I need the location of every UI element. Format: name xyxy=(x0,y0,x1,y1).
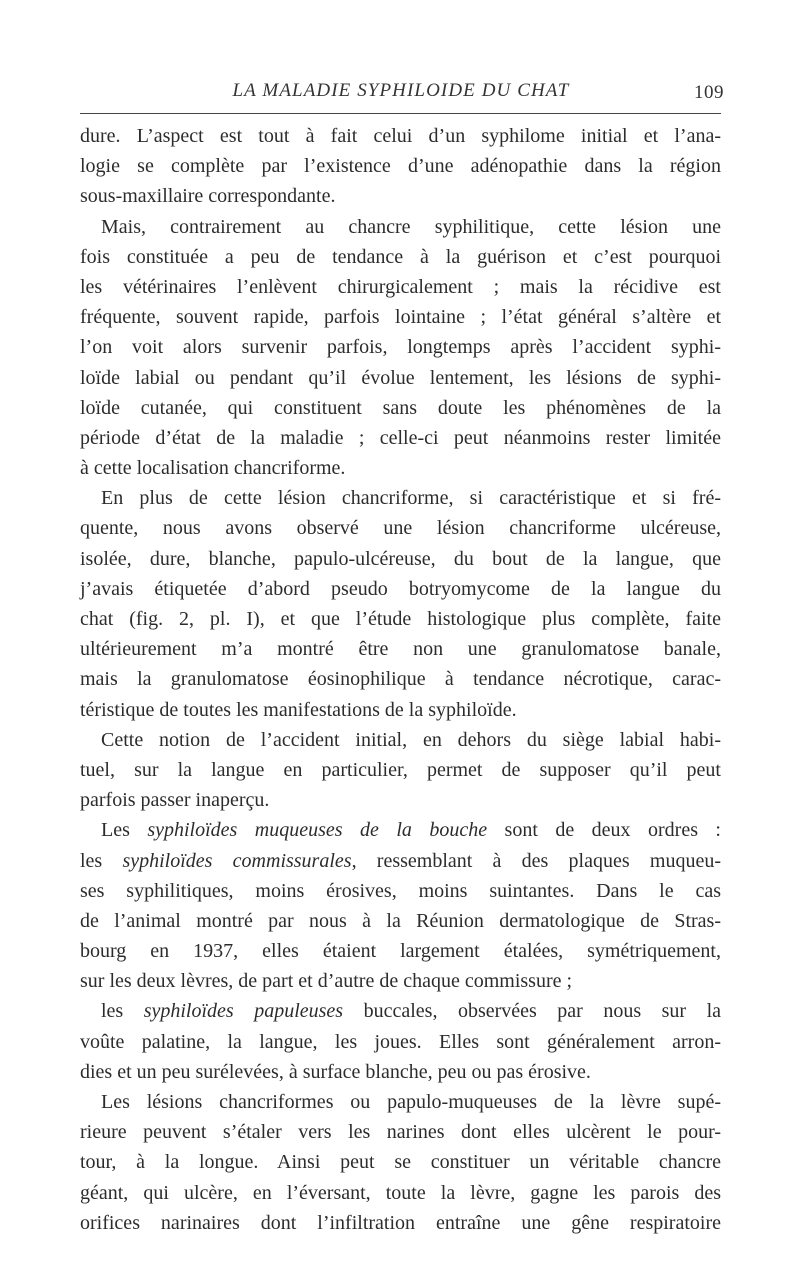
text-line: tuel, sur la langue en particulier, permet de supposer qu’il peut xyxy=(80,758,721,781)
text-line: orifices narinaires dont l’infiltration entraîne une gêne respiratoire xyxy=(80,1211,721,1234)
text-line: chat (fig. 2, pl. I), et que l’étude histologique plus complète, faite xyxy=(80,608,721,630)
text-line: logie se complète par l’existence d’une adénopathie dans la région xyxy=(80,155,721,178)
italic-term: syphiloïdes muqueuses de la bouche xyxy=(147,819,488,842)
text-line: Cette notion de l’accident initial, en dehors du siège labial habi- xyxy=(101,728,721,751)
text-line: les vétérinaires l’enlèvent chirurgicalement ; mais la récidive est xyxy=(80,275,721,298)
text-line: dure. L’aspect est tout à fait celui d’un syphilome initial et l’ana- xyxy=(80,125,721,147)
paragraph xyxy=(80,483,721,725)
paragraph xyxy=(80,212,721,484)
text-line: j’avais étiquetée d’abord pseudo botryomycome de la langue du xyxy=(80,577,721,600)
text-line: les syphiloïdes papuleuses buccales, observées par nous sur la xyxy=(101,1000,721,1023)
italic-term: syphiloïdes papuleuses xyxy=(143,1000,344,1023)
text-line: parfois passer inaperçu. xyxy=(80,789,270,812)
text-line: fréquente, souvent rapide, parfois lointaine ; l’état général s’altère et xyxy=(80,306,721,329)
text-line: les syphiloïdes commissurales, ressemblant à des plaques muqueu- xyxy=(80,849,721,872)
paragraph xyxy=(80,996,721,1087)
header-rule xyxy=(80,113,721,114)
text-line: Les syphiloïdes muqueuses de la bouche sont de deux ordres : xyxy=(101,819,721,842)
text-line: voûte palatine, la langue, les joues. Elles sont généralement arron- xyxy=(80,1030,721,1053)
text-line: géant, qui ulcère, en l’éversant, toute la lèvre, gagne les parois des xyxy=(80,1181,721,1204)
text-line: quente, nous avons observé une lésion chancriforme ulcéreuse, xyxy=(80,517,721,540)
text-line: Les lésions chancriformes ou papulo-muqueuses de la lèvre supé- xyxy=(101,1091,721,1113)
text-line: Mais, contrairement au chancre syphilitique, cette lésion une xyxy=(101,215,721,238)
running-head xyxy=(80,78,722,108)
text-line: fois constituée a peu de tendance à la guérison et c’est pourquoi xyxy=(80,245,721,268)
text-line: rieure peuvent s’étaler vers les narines dont elles ulcèrent le pour- xyxy=(80,1121,721,1144)
text-line: de l’animal montré par nous à la Réunion dermatologique de Stras- xyxy=(80,909,721,932)
text-line: ultérieurement m’a montré être non une granulomatose banale, xyxy=(80,638,721,661)
italic-term: syphiloïdes commissurales xyxy=(122,849,352,872)
text-line: à cette localisation chancriforme. xyxy=(80,457,346,480)
running-title: LA MALADIE SYPHILOIDE DU CHAT xyxy=(232,80,570,101)
text-line: loïde cutanée, qui constituent sans doute les phénomènes de la xyxy=(80,396,721,419)
text-line: dies et un peu surélevées, à surface blanche, peu ou pas érosive. xyxy=(80,1060,591,1083)
text-line: période d’état de la maladie ; celle-ci peut néanmoins rester limitée xyxy=(80,426,721,449)
text-line: sous-maxillaire correspondante. xyxy=(80,185,336,208)
page-number: 109 xyxy=(694,82,724,103)
paragraph xyxy=(80,1087,721,1238)
paragraph xyxy=(80,121,721,212)
text-line: ses syphilitiques, moins érosives, moins suintantes. Dans le cas xyxy=(80,879,721,902)
text-line: bourg en 1937, elles étaient largement étalées, symétriquement, xyxy=(80,940,721,963)
text-line: sur les deux lèvres, de part et d’autre de chaque commissure ; xyxy=(80,970,573,993)
text-line: loïde labial ou pendant qu’il évolue lentement, les lésions de syphi- xyxy=(80,366,721,389)
text-line: isolée, dure, blanche, papulo-ulcéreuse, du bout de la langue, que xyxy=(80,547,721,570)
text-line: mais la granulomatose éosinophilique à tendance nécrotique, carac- xyxy=(80,668,721,691)
paragraph xyxy=(80,725,721,816)
text-line: tour, à la longue. Ainsi peut se constituer un véritable chancre xyxy=(80,1151,721,1174)
text-line: l’on voit alors survenir parfois, longtemps après l’accident syphi- xyxy=(80,336,721,359)
text-line: En plus de cette lésion chancriforme, si caractéristique et si fré- xyxy=(101,487,721,510)
text-line: téristique de toutes les manifestations de la syphiloïde. xyxy=(80,698,517,721)
paragraph xyxy=(80,815,721,996)
body-text xyxy=(80,121,721,1238)
